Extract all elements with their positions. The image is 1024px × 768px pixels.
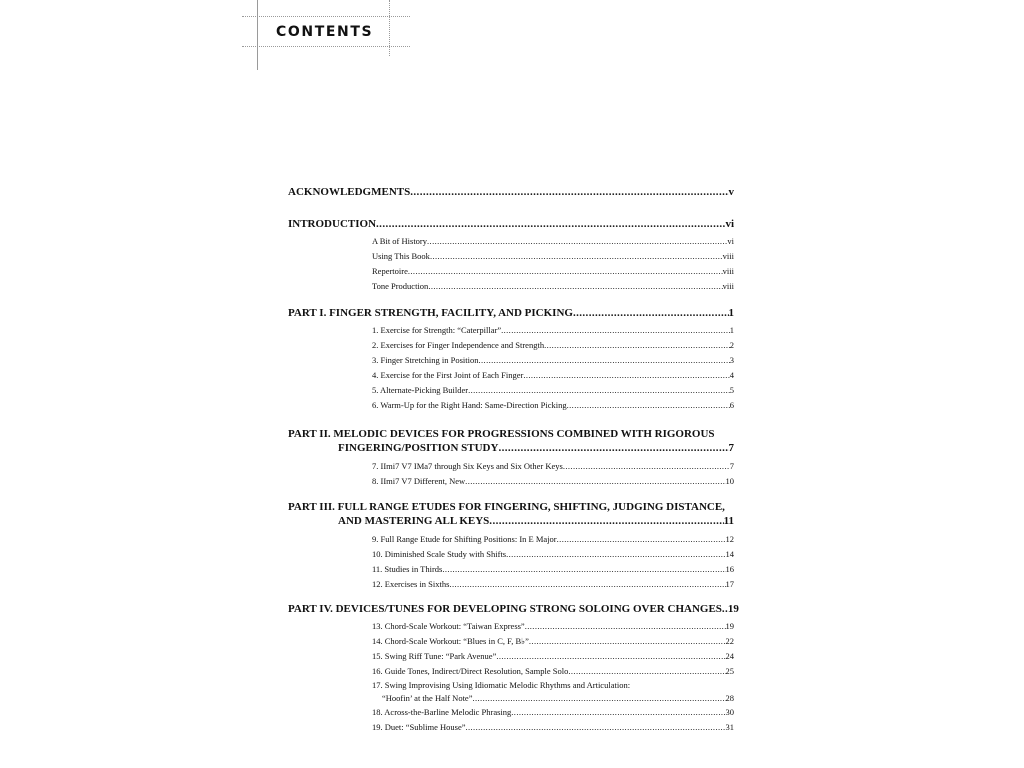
toc-subentry-page: 7: [729, 461, 734, 471]
toc-subentry[interactable]: [372, 234, 734, 249]
toc-subentry-title: 2. Exercises for Finger Independence and Strength: [372, 340, 545, 350]
toc-subentry-page: 3: [729, 355, 734, 365]
page-title: CONTENTS: [276, 24, 374, 40]
header-frame-left: [257, 0, 258, 70]
toc-subentry-page: 6: [729, 400, 734, 410]
toc-subentry[interactable]: [372, 368, 734, 383]
toc-entry[interactable]: [288, 442, 734, 459]
toc-subentry-title: Using This Book: [372, 251, 430, 261]
toc-subentry-page: 1: [729, 325, 734, 335]
toc-entry-title-line1: PART III. FULL RANGE ETUDES FOR FINGERING, SHIFTING, JUDGING DISTANCE,: [288, 501, 725, 513]
toc-part-2: [288, 428, 734, 489]
toc-subentry[interactable]: [372, 649, 734, 664]
toc-subentry[interactable]: [372, 562, 734, 577]
toc-subentry[interactable]: [372, 383, 734, 398]
toc-subentry[interactable]: [372, 619, 734, 634]
toc-subentry-title: 19. Duet: “Sublime House”: [372, 722, 466, 732]
toc-entry-title: PART I. FINGER STRENGTH, FACILITY, AND PICKING: [288, 307, 573, 319]
toc-subentry-page: 17: [725, 579, 734, 589]
toc-subentry-title: 15. Swing Riff Tune: “Park Avenue”: [372, 651, 497, 661]
toc-subentry-title: Repertoire: [372, 266, 408, 276]
toc-subentry-title: 11. Studies in Thirds: [372, 564, 443, 574]
toc-subentry-page: 31: [725, 722, 734, 732]
toc-subentry-page: 2: [729, 340, 734, 350]
toc-subentry[interactable]: [372, 264, 734, 279]
toc-acknowledgments: [288, 186, 734, 198]
header-frame-bottom-dots: [242, 46, 410, 47]
toc-subentry[interactable]: [372, 338, 734, 353]
toc-subentry[interactable]: [372, 634, 734, 649]
toc-subentry-page: 14: [725, 549, 734, 559]
toc-subentry-title: 9. Full Range Etude for Shifting Positions: In E Major: [372, 534, 557, 544]
toc-subentry-page: 5: [729, 385, 734, 395]
toc-subentry-page: 10: [725, 476, 734, 486]
toc-entry[interactable]: [288, 307, 734, 323]
toc-entry-title: INTRODUCTION: [288, 218, 377, 230]
toc-subentry-title: 18. Across-the-Barline Melodic Phrasing: [372, 707, 512, 717]
toc-entry-page: 11: [723, 515, 734, 527]
toc-part-1: [288, 307, 734, 413]
toc-subentry-title: 12. Exercises in Sixths: [372, 579, 450, 589]
toc-entry-title: AND MASTERING ALL KEYS: [338, 515, 490, 527]
toc-part-3: [288, 501, 734, 592]
toc-entry-page: 19: [727, 603, 739, 615]
toc-subentry-title: 1. Exercise for Strength: “Caterpillar”: [372, 325, 502, 335]
toc-entry-title: ACKNOWLEDGMENTS: [288, 186, 411, 198]
toc-subentry-page: viii: [722, 251, 734, 261]
toc-subentry[interactable]: [372, 664, 734, 679]
toc-subentry[interactable]: [372, 398, 734, 413]
toc-entry-page: vi: [725, 218, 734, 230]
toc-entry[interactable]: [288, 603, 739, 619]
toc-subentry-page: viii: [722, 281, 734, 291]
toc-entry-page: v: [728, 186, 734, 198]
toc-subentry[interactable]: [372, 353, 734, 368]
toc-subentry-page: 28: [725, 693, 734, 703]
toc-subentry[interactable]: [372, 720, 734, 735]
toc-entry[interactable]: [288, 186, 734, 198]
toc-subentry-title: 5. Alternate-Picking Builder: [372, 385, 469, 395]
toc-part-4: [288, 603, 739, 735]
toc-subentry-title: 13. Chord-Scale Workout: “Taiwan Express”: [372, 621, 525, 631]
toc-entry-title-line1: PART II. MELODIC DEVICES FOR PROGRESSIONS COMBINED WITH RIGOROUS: [288, 428, 715, 440]
toc-subentry[interactable]: [372, 692, 734, 705]
header-frame-top-dots: [242, 16, 410, 17]
toc-subentry[interactable]: [372, 577, 734, 592]
toc-subentry-page: 30: [725, 707, 734, 717]
toc-subentry-title: 10. Diminished Scale Study with Shifts: [372, 549, 507, 559]
toc-subentry-title-line1: 17. Swing Improvising Using Idiomatic Melodic Rhythms and Articulation:: [372, 680, 631, 690]
toc-subentry-title: 7. IImi7 V7 IMa7 through Six Keys and Six Other Keys: [372, 461, 563, 471]
toc-subentry-title: “Hoofin’ at the Half Note”: [382, 693, 473, 703]
toc-subentry[interactable]: [372, 705, 734, 720]
toc-subentry-title: Tone Production: [372, 281, 429, 291]
toc-entry[interactable]: [288, 515, 734, 532]
toc-subentry[interactable]: [372, 279, 734, 294]
toc-subentry[interactable]: [372, 474, 734, 489]
toc-introduction: [288, 218, 734, 294]
toc-entry-page: 1: [728, 307, 734, 319]
toc-subentry-page: 24: [725, 651, 734, 661]
header-frame-right-dots: [389, 0, 390, 56]
toc-entry-page: 7: [728, 442, 734, 454]
toc-subentry[interactable]: [372, 323, 734, 338]
toc-subentry-title: 14. Chord-Scale Workout: “Blues in C, F, B♭”: [372, 636, 529, 646]
toc-subentry-page: 25: [725, 666, 734, 676]
toc-subentry-title: A Bit of History: [372, 236, 428, 246]
toc-subentry-page: vi: [727, 236, 734, 246]
toc-subentry[interactable]: [372, 459, 734, 474]
toc-subentry-title: 4. Exercise for the First Joint of Each Finger: [372, 370, 524, 380]
toc-subentry-page: viii: [722, 266, 734, 276]
toc-subentry-title: 16. Guide Tones, Indirect/Direct Resolution, Sample Solo: [372, 666, 569, 676]
toc-subentry[interactable]: [372, 547, 734, 562]
toc-subentry-page: 16: [725, 564, 734, 574]
toc-subentry-page: 12: [725, 534, 734, 544]
toc-subentry-page: 19: [725, 621, 734, 631]
toc-subentry-title: 6. Warm-Up for the Right Hand: Same-Direction Picking: [372, 400, 567, 410]
toc-entry-title: FINGERING/POSITION STUDY: [338, 442, 499, 454]
toc-subentry-page: 4: [729, 370, 734, 380]
toc-entry-title: PART IV. DEVICES/TUNES FOR DEVELOPING STRONG SOLOING OVER CHANGES: [288, 603, 722, 615]
toc-subentry-title: 3. Finger Stretching in Position: [372, 355, 479, 365]
toc-subentry-title: 8. IImi7 V7 Different, New: [372, 476, 466, 486]
toc-entry[interactable]: [288, 218, 734, 234]
toc-subentry[interactable]: [372, 249, 734, 264]
toc-subentry-page: 22: [725, 636, 734, 646]
toc-subentry[interactable]: [372, 532, 734, 547]
